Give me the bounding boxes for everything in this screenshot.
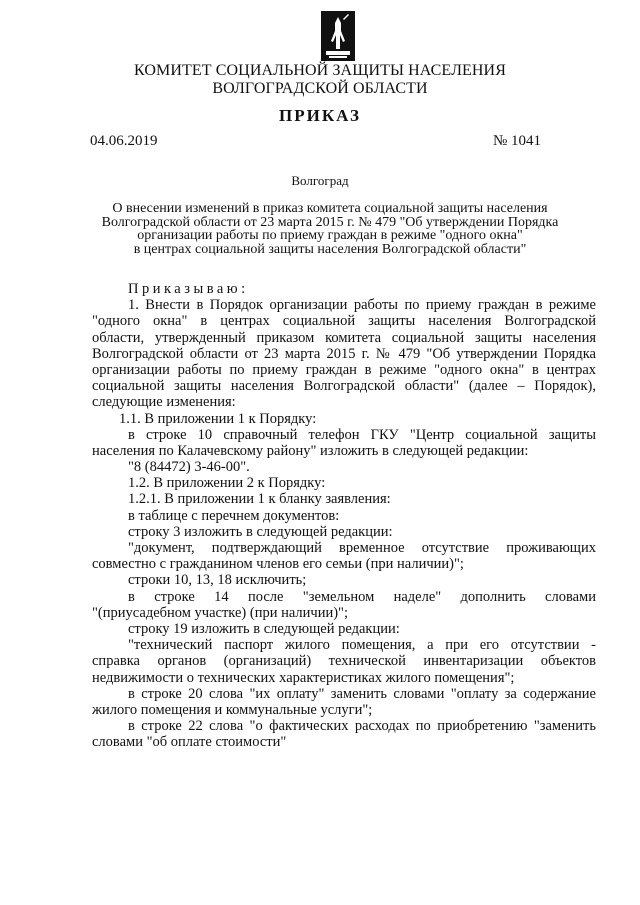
row-19-instruction: строку 19 изложить в следующей редакции:: [128, 620, 400, 637]
document-number: № 1041: [493, 133, 542, 149]
org-name-line2: ВОЛГОГРАДСКОЙ ОБЛАСТИ: [212, 80, 428, 97]
org-name-line1: КОМИТЕТ СОЦИАЛЬНОЙ ЗАЩИТЫ НАСЕЛЕНИЯ: [134, 62, 506, 79]
row-20-line: жилого помещения и коммунальные услуги";: [92, 701, 373, 718]
paragraph-1-line: "одного окна" в центрах социальной защиты населения Волгоградской: [92, 313, 596, 330]
rows-exclude: строки 10, 13, 18 исключить;: [128, 572, 307, 589]
document-subject: [100, 202, 560, 256]
item-1-2: 1.2. В приложении 2 к Порядку:: [128, 475, 326, 492]
paragraph-1-line: организации работы по приему граждан в режиме "одного окна" в центрах: [92, 361, 596, 378]
document-body: [92, 281, 596, 750]
prikazyvayu-heading: Приказываю:: [128, 281, 249, 297]
subject-line: Волгоградской области от 23 марта 2015 г. № 479 "Об утверждении Порядка: [101, 214, 559, 230]
paragraph-1-line: 1. Внести в Порядок организации работы по приему граждан в режиме: [128, 297, 596, 314]
row-22-line: в строке 22 слова "о фактических расходах по приобретению "заменить: [128, 718, 596, 735]
coat-of-arms-emblem: [321, 11, 355, 61]
row-14-line: "(приусадебном участке) (при наличии)";: [92, 604, 348, 621]
row-14-line: в строке 14 после "земельном наделе" дополнить словами: [128, 588, 596, 605]
row-19-text-line: "технический паспорт жилого помещения, а при его отсутствии -: [128, 637, 596, 654]
item-1-1-text-line: населения по Калачевскому району" изложить в следующей редакции:: [92, 442, 529, 459]
row-20-line: в строке 20 слова "их оплату" заменить словами "оплату за содержание: [128, 685, 596, 702]
paragraph-1-line: следующие изменения:: [92, 394, 236, 411]
row-19-text-line: недвижимости о технических характеристиках жилого помещения";: [92, 669, 515, 686]
row-19-text-line: справка органов (организаций) технической инвентаризации объектов: [92, 653, 596, 670]
paragraph-1-line: Волгоградской области от 23 марта 2015 г. № 479 "Об утверждении Порядка: [92, 345, 596, 362]
row-22-line: словами "об оплате стоимости": [92, 734, 287, 751]
subject-line: О внесении изменений в приказ комитета социальной защиты населения: [112, 201, 548, 216]
document-date: 04.06.2019: [90, 133, 158, 149]
item-1-2-1: 1.2.1. В приложении 1 к бланку заявления:: [128, 491, 391, 508]
paragraph-1-line: области, утвержденный приказом комитета социальной защиты населения: [92, 329, 596, 346]
paragraph-1-line: социальной защиты населения Волгоградской области" (далее – Порядок),: [92, 378, 596, 395]
subject-line: организации работы по приему граждан в режиме "одного окна": [137, 228, 523, 243]
document-type-title: ПРИКАЗ: [279, 106, 361, 125]
row-3-text-line: совместно с гражданином членов его семьи (при наличии)";: [92, 556, 464, 573]
row-3-text-line: "документ, подтверждающий временное отсутствие проживающих: [128, 540, 596, 556]
item-1-1-text-line: в строке 10 справочный телефон ГКУ "Центр социальной защиты: [128, 426, 596, 443]
item-1-1: 1.1. В приложении 1 к Порядку:: [119, 410, 317, 427]
row-3-instruction: строку 3 изложить в следующей редакции:: [128, 523, 393, 540]
phone-number: "8 (84472) 3-46-00".: [128, 459, 250, 476]
table-note: в таблице с перечнем документов:: [128, 507, 340, 524]
subject-line: в центрах социальной защиты населения Волгоградской области": [133, 241, 527, 257]
city-name: Волгоград: [291, 173, 349, 188]
